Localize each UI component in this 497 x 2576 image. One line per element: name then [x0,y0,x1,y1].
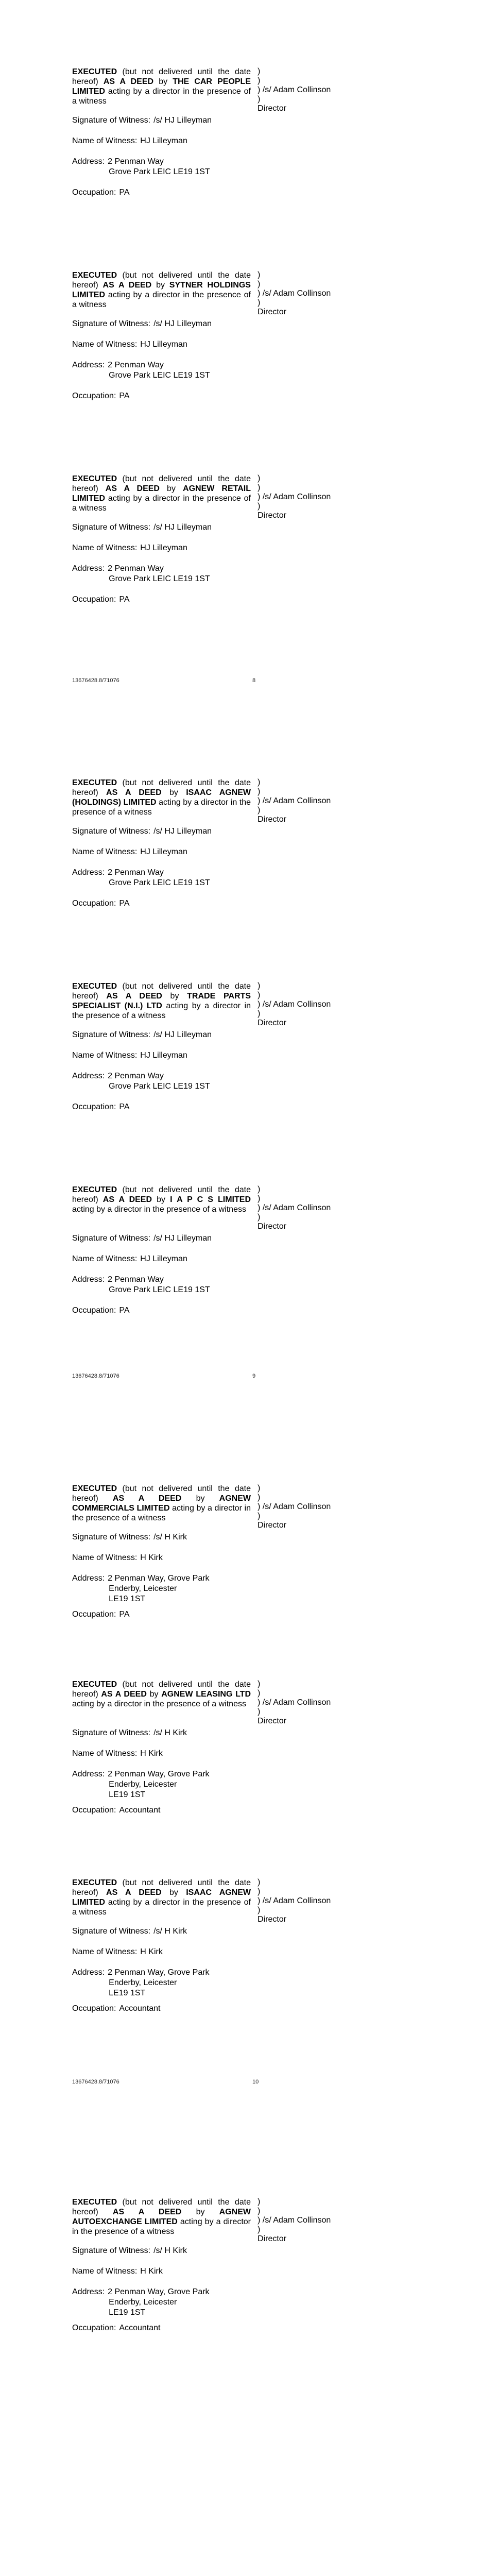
bracket: ) [258,1512,261,1520]
company-name: SYTNER HOLDINGS LIMITED [72,281,251,299]
bracket: ) [258,280,261,289]
bracket: ) [258,298,261,307]
signature-brackets [258,474,331,520]
occupation-label: Occupation: [72,1610,116,1619]
signature-brackets [258,1680,331,1726]
witness-occupation-row [72,1609,130,1620]
witness-signature-value: /s/ HJ Lilleyman [153,1234,212,1243]
company-name: THE CAR PEOPLE LIMITED [72,77,251,96]
witness-name-label: Name of Witness: [72,544,138,552]
executed-text: (but not delivered until the date hereof) [72,982,251,1001]
address-line: 2 Penman Way [108,1072,164,1080]
witness-signature-label: Signature of Witness: [72,523,151,532]
occupation-label: Occupation: [72,2004,116,2013]
director-label: Director [258,815,287,824]
as-a-deed-label: AS A DEED [106,992,162,1001]
execution-clause [72,1484,251,1523]
address-line: Enderby, Leicester [109,1584,177,1593]
director-label: Director [258,104,287,113]
address-label: Address: [72,1275,105,1284]
address-line: Grove Park LEIC LE19 1ST [109,1082,210,1091]
witness-occupation-row [72,899,130,909]
occupation-value: PA [119,1306,130,1315]
witness-signature-label: Signature of Witness: [72,1030,151,1039]
witness-signature-row [72,1728,187,1738]
execution-clause [72,1185,251,1214]
witness-name-value: HJ Lilleyman [140,137,187,145]
witness-signature-value: /s/ HJ Lilleyman [153,1030,212,1039]
address-label: Address: [72,564,105,573]
director-signature: ) /s/ Adam Collinson [258,1896,331,1905]
as-a-deed-label: AS A DEED [112,2208,182,2216]
witness-address-row [72,1071,210,1092]
occupation-value: PA [119,1610,130,1619]
execution-clause [72,1878,251,1917]
witness-name-row [72,1947,163,1957]
address-label: Address: [72,2287,105,2296]
by-label: by [156,281,165,290]
bracket: ) [258,1906,261,1914]
executed-label: EXECUTED [72,982,117,991]
witness-signature-row [72,522,212,533]
bracket: ) [258,2225,261,2234]
execution-clause [72,981,251,1021]
witness-name-value: HJ Lilleyman [140,544,187,552]
occupation-label: Occupation: [72,595,116,604]
witness-name-row [72,543,187,553]
witness-signature-row [72,1030,212,1040]
witness-name-value: HJ Lilleyman [140,340,187,349]
witness-name-row [72,847,187,857]
bracket: ) [258,1707,261,1716]
witness-occupation-row [72,2004,160,2014]
executed-label: EXECUTED [72,67,117,76]
bracket: ) [258,76,261,85]
executed-label: EXECUTED [72,1878,117,1887]
address-line: Enderby, Leicester [109,1780,177,1789]
bracket: ) [258,991,261,999]
executed-label: EXECUTED [72,474,117,483]
witness-name-row [72,2266,163,2277]
address-line: LE19 1ST [109,1989,146,1997]
director-label: Director [258,308,287,316]
by-label: by [149,1690,159,1699]
witness-address-row [72,1769,210,1800]
witness-signature-value: /s/ H Kirk [153,1927,187,1936]
company-name: ISAAC AGNEW LIMITED [72,1888,251,1907]
as-a-deed-label: AS A DEED [106,1888,162,1897]
by-label: by [157,1195,166,1204]
bracket: ) [258,2207,261,2215]
page-number: 9 [252,1373,256,1379]
occupation-value: PA [119,392,130,400]
executed-text: (but not delivered until the date hereof) [72,67,251,86]
director-label: Director [258,1521,287,1530]
address-label: Address: [72,1968,105,1977]
witness-name-label: Name of Witness: [72,2267,138,2276]
witness-occupation-row [72,2323,160,2333]
executed-text: (but not delivered until the date hereof) [72,1878,251,1897]
witness-name-row [72,340,187,350]
executed-text: (but not delivered until the date hereof) [72,1680,251,1699]
execution-clause [72,778,251,817]
footer-reference: 13676428.8/71076 [72,1373,119,1379]
address-label: Address: [72,1574,105,1583]
witness-name-value: H Kirk [140,2267,163,2276]
witness-occupation-row [72,391,130,401]
execution-clause [72,270,251,310]
signature-brackets [258,1878,331,1924]
witness-address-row [72,360,210,381]
as-a-deed-label: AS A DEED [112,1494,182,1503]
witness-signature-label: Signature of Witness: [72,1728,151,1737]
bracket: ) [258,2197,261,2206]
director-signature: ) /s/ Adam Collinson [258,289,331,298]
witness-name-row [72,1254,187,1264]
witness-signature-row [72,319,212,329]
company-name: AGNEW LEASING LTD [161,1690,251,1699]
director-label: Director [258,1915,287,1924]
address-value [108,157,210,177]
witness-address-row [72,1968,210,1998]
by-label: by [169,788,178,797]
address-line: 2 Penman Way [108,564,164,573]
address-line: 2 Penman Way, Grove Park [108,1770,210,1778]
bracket: ) [258,1009,261,1018]
witness-occupation-row [72,188,130,198]
bracket: ) [258,787,261,796]
witness-signature-row [72,826,212,837]
signature-brackets [258,1484,331,1530]
occupation-value: PA [119,595,130,604]
witness-signature-label: Signature of Witness: [72,319,151,328]
as-a-deed-label: AS A DEED [105,484,160,493]
signature-brackets [258,2197,331,2244]
witness-name-label: Name of Witness: [72,137,138,145]
executed-text: (but not delivered until the date hereof) [72,1484,251,1503]
executed-text: (but not delivered until the date hereof) [72,474,251,493]
bracket: ) [258,1493,261,1502]
director-signature: ) /s/ Adam Collinson [258,1698,331,1707]
witness-signature-row [72,1233,212,1244]
witness-signature-label: Signature of Witness: [72,116,151,125]
witness-name-value: H Kirk [140,1947,163,1956]
by-label: by [196,1494,205,1503]
director-signature: ) /s/ Adam Collinson [258,86,331,94]
witness-signature-row [72,115,212,126]
bracket: ) [258,806,261,815]
executed-label: EXECUTED [72,1680,117,1689]
bracket: ) [258,1878,261,1887]
address-line: 2 Penman Way [108,1275,164,1284]
address-line: 2 Penman Way [108,361,164,369]
clause-tail: acting by a director in the presence of a witness [72,1504,251,1522]
address-value [108,868,210,888]
company-name: AGNEW AUTOEXCHANGE LIMITED [72,2208,251,2226]
director-label: Director [258,1019,287,1027]
occupation-value: PA [119,899,130,908]
director-signature: ) /s/ Adam Collinson [258,1502,331,1511]
witness-signature-row [72,2246,187,2256]
bracket: ) [258,778,261,787]
witness-signature-label: Signature of Witness: [72,1927,151,1936]
as-a-deed-label: AS A DEED [103,77,154,86]
director-signature: ) /s/ Adam Collinson [258,796,331,805]
address-line: 2 Penman Way, Grove Park [108,1968,210,1977]
director-label: Director [258,1717,287,1725]
executed-label: EXECUTED [72,2198,117,2207]
witness-name-row [72,136,187,146]
bracket: ) [258,1484,261,1493]
clause-tail: acting by a director in the presence of a witness [72,87,251,106]
company-name: I A P C S LIMITED [170,1195,251,1204]
address-line: LE19 1ST [109,1790,146,1799]
witness-name-label: Name of Witness: [72,340,138,349]
address-value [108,1573,209,1604]
clause-tail: acting by a director in the presence of a witness [72,1898,251,1917]
address-label: Address: [72,868,105,877]
witness-signature-label: Signature of Witness: [72,2246,151,2255]
occupation-label: Occupation: [72,1103,116,1111]
witness-signature-value: /s/ HJ Lilleyman [153,827,212,836]
address-line: Grove Park LEIC LE19 1ST [109,167,210,176]
clause-tail: acting by a director in the presence of a witness [72,1700,246,1708]
address-line: Enderby, Leicester [109,2298,177,2307]
company-name: AGNEW RETAIL LIMITED [72,484,251,503]
execution-clause [72,67,251,106]
witness-name-label: Name of Witness: [72,1553,138,1562]
bracket: ) [258,1689,261,1698]
execution-clause [72,474,251,513]
address-label: Address: [72,361,105,369]
witness-name-label: Name of Witness: [72,1255,138,1263]
address-line: 2 Penman Way, Grove Park [108,2287,210,2296]
clause-tail: acting by a director in the presence of a witness [72,1205,246,1214]
witness-signature-label: Signature of Witness: [72,1533,151,1541]
bracket: ) [258,95,261,104]
as-a-deed-label: AS A DEED [102,281,152,290]
by-label: by [196,2208,205,2216]
address-line: Enderby, Leicester [109,1978,177,1987]
director-signature: ) /s/ Adam Collinson [258,1204,331,1212]
address-line: 2 Penman Way [108,868,164,877]
witness-occupation-row [72,595,130,605]
footer-reference: 13676428.8/71076 [72,2079,119,2085]
signature-brackets [258,778,331,824]
executed-label: EXECUTED [72,778,117,787]
executed-label: EXECUTED [72,1484,117,1493]
witness-name-value: HJ Lilleyman [140,1255,187,1263]
address-line: Grove Park LEIC LE19 1ST [109,371,210,380]
bracket: ) [258,1185,261,1194]
witness-occupation-row [72,1102,130,1112]
witness-signature-value: /s/ H Kirk [153,1728,187,1737]
witness-name-value: HJ Lilleyman [140,1051,187,1060]
bracket: ) [258,981,261,990]
signature-brackets [258,1185,331,1231]
by-label: by [167,484,176,493]
address-value [108,1071,210,1092]
executed-label: EXECUTED [72,1185,117,1194]
occupation-value: Accountant [119,2004,161,2013]
witness-name-value: HJ Lilleyman [140,848,187,856]
occupation-label: Occupation: [72,1806,116,1815]
executed-text: (but not delivered until the date hereof) [72,778,251,797]
witness-address-row [72,2287,210,2318]
occupation-value: Accountant [119,1806,161,1815]
witness-name-value: H Kirk [140,1553,163,1562]
witness-signature-row [72,1532,187,1543]
address-line: 2 Penman Way, Grove Park [108,1574,210,1583]
address-value [108,564,210,584]
occupation-label: Occupation: [72,2324,116,2332]
address-label: Address: [72,1770,105,1778]
occupation-label: Occupation: [72,392,116,400]
director-signature: ) /s/ Adam Collinson [258,2216,331,2225]
witness-signature-label: Signature of Witness: [72,1234,151,1243]
signature-brackets [258,67,331,113]
executed-text: (but not delivered until the date hereof) [72,1185,251,1204]
director-label: Director [258,2234,287,2243]
occupation-label: Occupation: [72,188,116,197]
address-line: Grove Park LEIC LE19 1ST [109,1285,210,1294]
witness-address-row [72,1573,210,1604]
page-number: 10 [252,2079,259,2085]
witness-name-label: Name of Witness: [72,1947,138,1956]
execution-clause [72,2197,251,2236]
witness-name-row [72,1050,187,1061]
as-a-deed-label: AS A DEED [106,788,162,797]
bracket: ) [258,1887,261,1896]
executed-label: EXECUTED [72,271,117,280]
executed-text: (but not delivered until the date hereof) [72,271,251,290]
witness-occupation-row [72,1805,160,1816]
witness-name-label: Name of Witness: [72,1051,138,1060]
witness-signature-value: /s/ HJ Lilleyman [153,319,212,328]
bracket: ) [258,1680,261,1688]
witness-address-row [72,157,210,177]
witness-address-row [72,1275,210,1295]
as-a-deed-label: AS A DEED [102,1195,152,1204]
witness-signature-value: /s/ HJ Lilleyman [153,116,212,125]
witness-name-label: Name of Witness: [72,848,138,856]
page-number: 8 [252,677,256,684]
witness-name-label: Name of Witness: [72,1749,138,1758]
witness-address-row [72,564,210,584]
address-line: Grove Park LEIC LE19 1ST [109,574,210,583]
witness-signature-value: /s/ HJ Lilleyman [153,523,212,532]
witness-signature-value: /s/ H Kirk [153,2246,187,2255]
as-a-deed-label: AS A DEED [101,1690,147,1699]
address-line: Grove Park LEIC LE19 1ST [109,878,210,887]
clause-tail: acting by a director in the presence of a witness [72,798,251,817]
occupation-label: Occupation: [72,899,116,908]
address-line: 2 Penman Way [108,157,164,166]
witness-occupation-row [72,1306,130,1316]
address-line: LE19 1ST [109,1595,146,1603]
director-label: Director [258,511,287,520]
occupation-value: Accountant [119,2324,161,2332]
address-label: Address: [72,157,105,166]
address-value [108,1769,209,1800]
bracket: ) [258,1194,261,1203]
director-label: Director [258,1222,287,1231]
clause-tail: acting by a director in the presence of a witness [72,2217,251,2236]
signature-brackets [258,981,331,1028]
by-label: by [170,992,179,1001]
bracket: ) [258,1213,261,1222]
footer-reference: 13676428.8/71076 [72,677,119,684]
company-name: TRADE PARTS SPECIALIST (N.I.) LTD [72,992,251,1010]
company-name: AGNEW COMMERCIALS LIMITED [72,1494,251,1513]
witness-signature-value: /s/ H Kirk [153,1533,187,1541]
director-signature: ) /s/ Adam Collinson [258,1000,331,1009]
witness-signature-label: Signature of Witness: [72,827,151,836]
bracket: ) [258,502,261,511]
address-value [108,1968,209,1998]
bracket: ) [258,270,261,279]
bracket: ) [258,483,261,492]
bracket: ) [258,67,261,76]
address-line: LE19 1ST [109,2308,146,2317]
company-name: ISAAC AGNEW (HOLDINGS) LIMITED [72,788,251,807]
address-value [108,2287,209,2318]
execution-clause [72,1680,251,1709]
executed-text: (but not delivered until the date hereof) [72,2198,251,2216]
occupation-value: PA [119,188,130,197]
witness-address-row [72,868,210,888]
bracket: ) [258,474,261,483]
witness-signature-row [72,1926,187,1937]
by-label: by [169,1888,178,1897]
clause-tail: acting by a director in the presence of a witness [72,291,251,309]
address-label: Address: [72,1072,105,1080]
witness-name-row [72,1553,163,1563]
director-signature: ) /s/ Adam Collinson [258,493,331,501]
by-label: by [159,77,168,86]
address-value [108,1275,210,1295]
occupation-label: Occupation: [72,1306,116,1315]
signature-brackets [258,270,331,317]
clause-tail: acting by a director in the presence of a witness [72,1002,251,1020]
clause-tail: acting by a director in the presence of a witness [72,494,251,513]
witness-name-row [72,1749,163,1759]
occupation-value: PA [119,1103,130,1111]
address-value [108,360,210,381]
witness-name-value: H Kirk [140,1749,163,1758]
